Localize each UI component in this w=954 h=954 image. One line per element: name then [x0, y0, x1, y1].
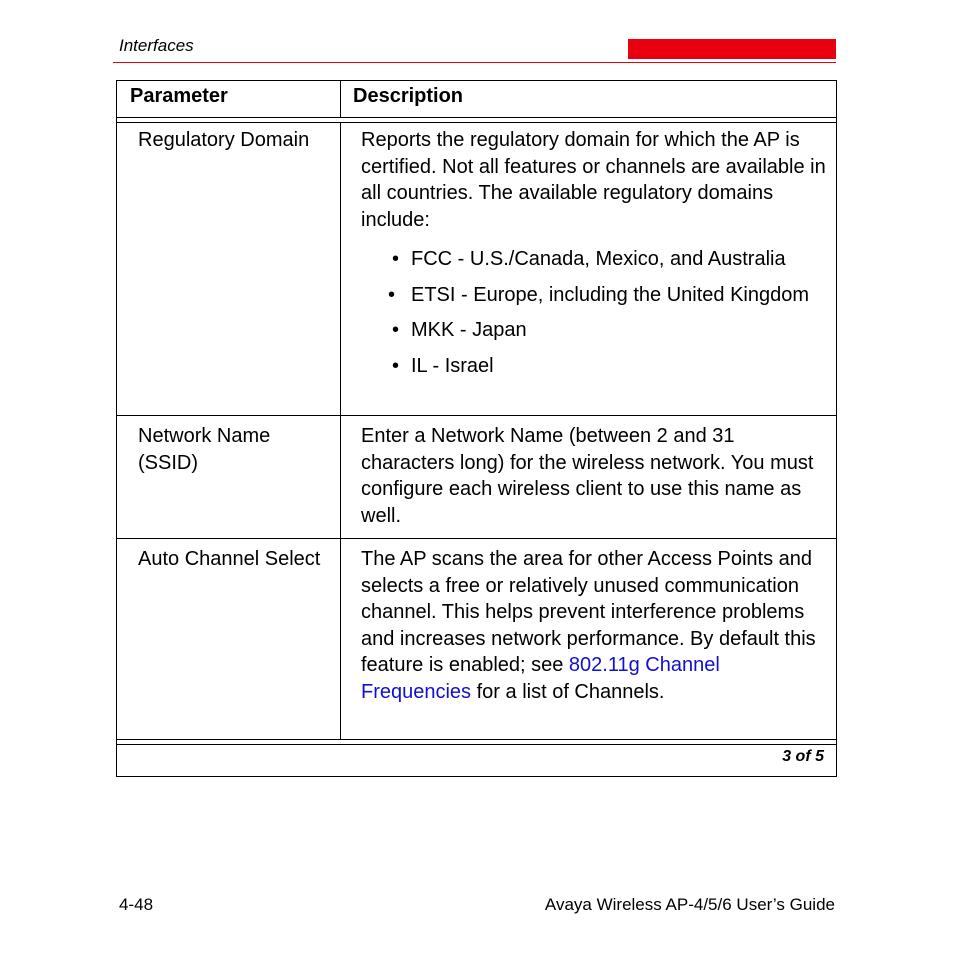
desc-text: for a list of Channels.	[471, 680, 665, 703]
desc-auto-channel-select	[361, 546, 831, 705]
column-header-parameter: Parameter	[130, 85, 228, 107]
section-title: Interfaces	[119, 36, 194, 55]
table-page-indicator: 3 of 5	[782, 748, 824, 765]
footer-divider-top	[117, 739, 836, 740]
desc-network-name: Enter a Network Name (between 2 and 31 characters long) for the wireless network. You must configure each wireless client to use this name as well.	[361, 425, 814, 527]
desc-regulatory-domain	[361, 127, 831, 388]
footer-divider-bottom	[117, 744, 836, 745]
column-header-description: Description	[353, 85, 464, 107]
column-separator	[340, 81, 341, 117]
page-number: 4-48	[119, 895, 154, 914]
list-item: • FCC - U.S./Canada, Mexico, and Australia	[361, 246, 831, 273]
header-accent-bar	[628, 39, 836, 59]
param-network-name: Network Name (SSID)	[138, 425, 271, 474]
parameter-table	[116, 80, 837, 777]
header-rule	[113, 62, 836, 63]
channel-frequencies-link[interactable]: 802.11g Channel Frequencies	[361, 654, 720, 703]
list-item: • ETSI - Europe, including the United Kingdom	[361, 282, 831, 309]
header-divider-bottom	[117, 122, 836, 123]
row-divider	[117, 415, 836, 416]
row-divider	[117, 538, 836, 539]
regulatory-domain-list	[361, 246, 831, 379]
param-regulatory-domain: Regulatory Domain	[138, 129, 310, 151]
desc-text: The AP scans the area for other Access Points and selects a free or relatively unused communication channel. This helps prevent interference problems and increases network performance. By default this feature is enabled; see	[361, 548, 816, 676]
column-separator	[340, 122, 341, 739]
guide-title: Avaya Wireless AP-4/5/6 User’s Guide	[544, 895, 835, 914]
header-divider-top	[117, 117, 836, 118]
param-auto-channel-select: Auto Channel Select	[138, 548, 321, 570]
list-item: • IL - Israel	[361, 353, 831, 380]
list-item: • MKK - Japan	[361, 317, 831, 344]
desc-text: Reports the regulatory domain for which the AP is certified. Not all features or channels are available in all countries. The available regulatory domains include:	[361, 129, 826, 231]
